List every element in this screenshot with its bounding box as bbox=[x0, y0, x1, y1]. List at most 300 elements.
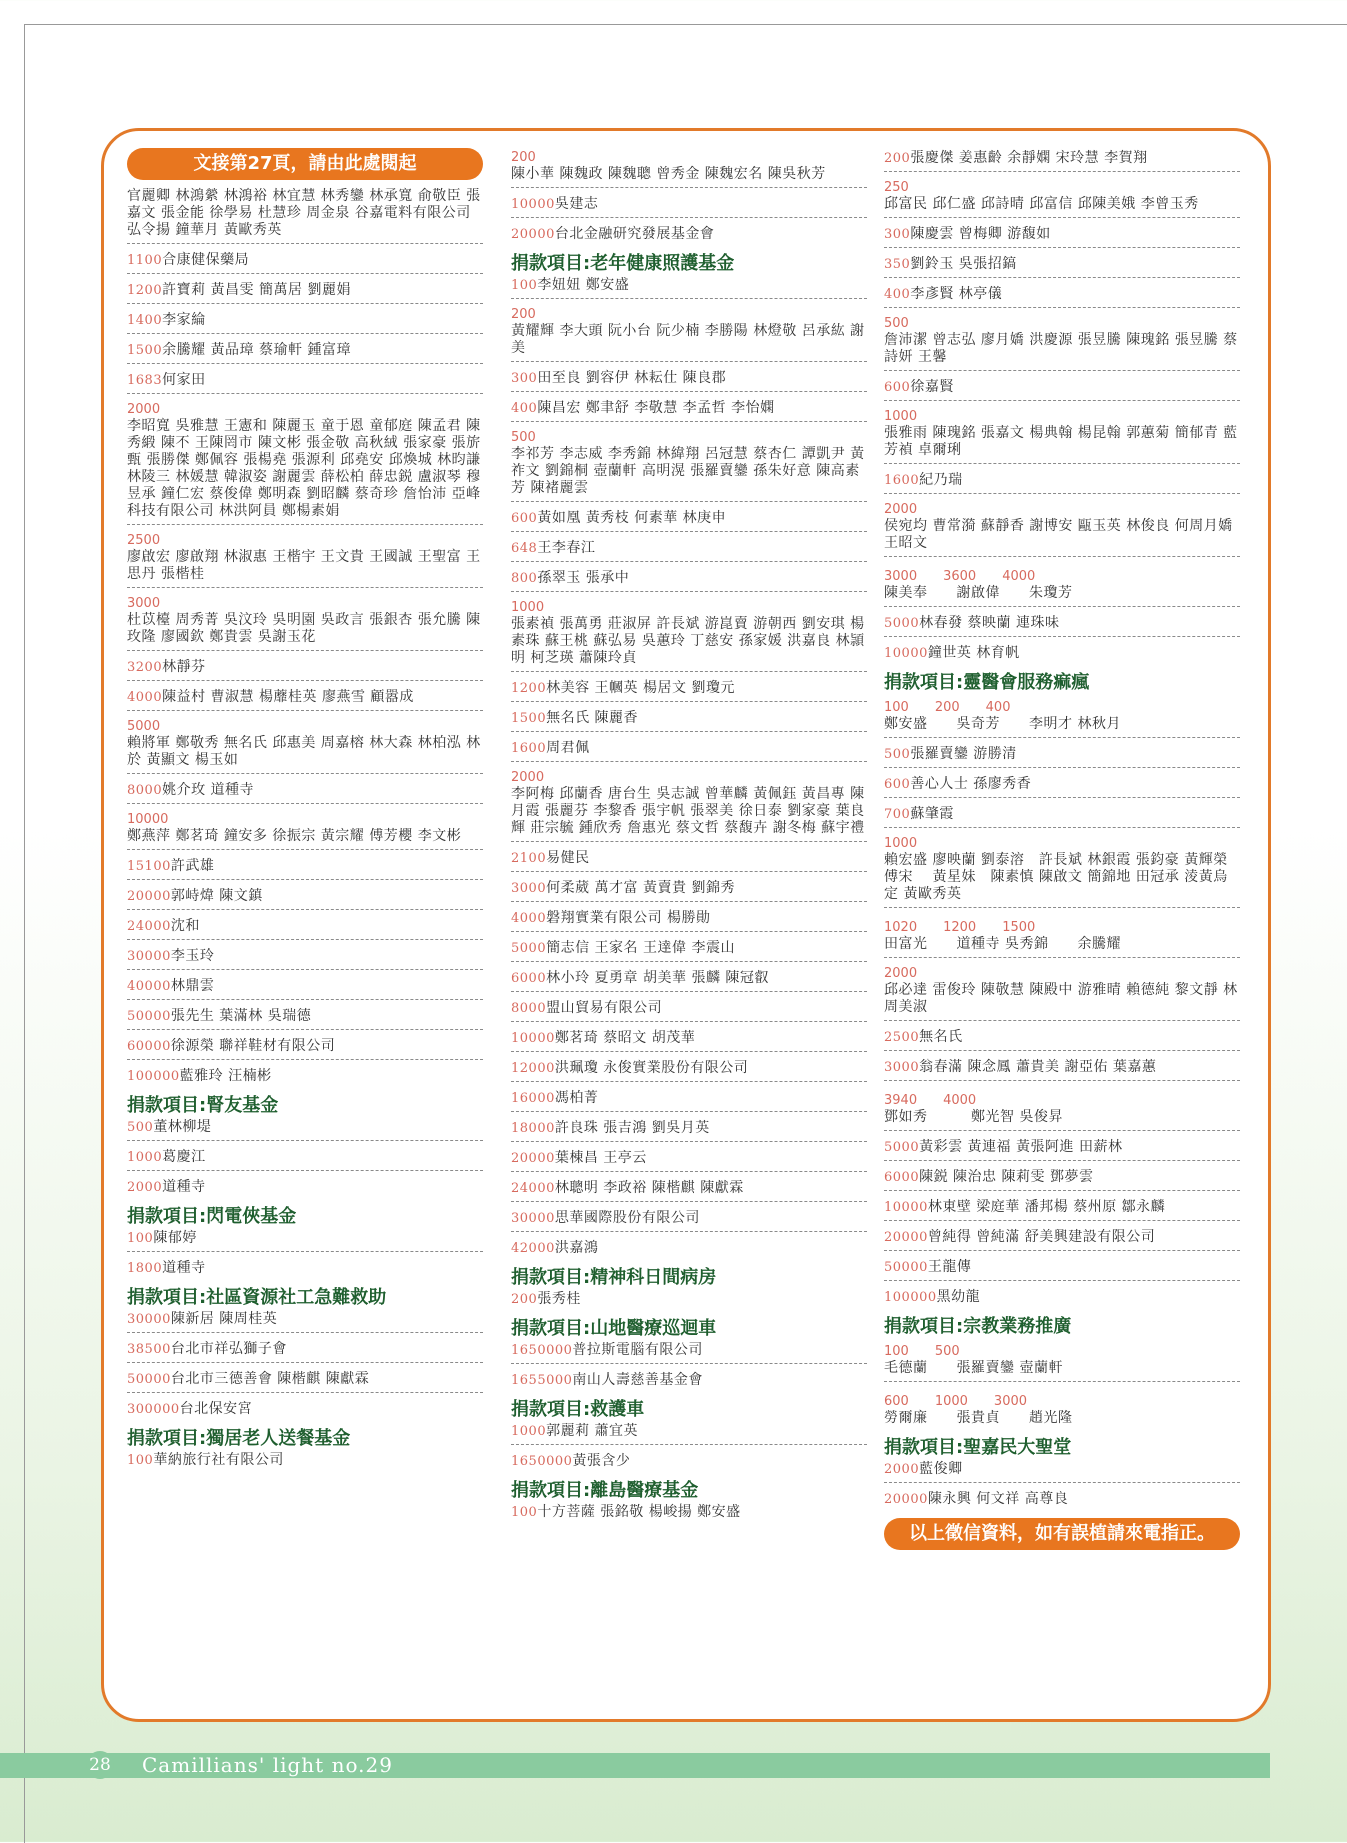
correction-banner: 以上徵信資料，如有誤植請來電指正。 bbox=[884, 1518, 1240, 1550]
donation-entry bbox=[884, 178, 1240, 218]
donor-names: 十方菩薩 張銘敬 楊峻揚 鄭安盛 bbox=[537, 1504, 741, 1520]
donor-names: 紀乃瑞 bbox=[919, 472, 963, 488]
donor-names: 陳美奉 謝啟偉 朱瓊芳 bbox=[884, 585, 1073, 601]
donation-line bbox=[127, 1260, 483, 1277]
donation-entry bbox=[127, 1177, 483, 1200]
section-heading: 捐款項目:宗教業務推廣 bbox=[884, 1316, 1072, 1337]
donation-amount: 5000 bbox=[884, 616, 920, 631]
donation-line bbox=[511, 1240, 867, 1257]
donation-entry bbox=[127, 1258, 483, 1281]
donation-amount: 1000 bbox=[884, 836, 918, 851]
donation-amount: 2000 bbox=[884, 1462, 920, 1477]
donor-names: 賴宏盛 廖映蘭 劉泰溶 許長斌 林銀霞 張鈞豪 黃輝榮 傅宋 黃星妹 陳素慎 陳啟文 簡錦地 田冠承 淩黃烏定 黃歐秀英 bbox=[884, 852, 1228, 902]
donation-amount: 400 bbox=[511, 401, 538, 416]
donor-names: 黃如凰 黃秀枝 何素華 林庚申 bbox=[537, 510, 727, 526]
donor-names: 簡志信 王家名 王達偉 李震山 bbox=[546, 940, 735, 956]
donor-names: 洪珮瓊 永俊實業股份有限公司 bbox=[554, 1060, 749, 1076]
donation-line bbox=[127, 1371, 483, 1388]
donation-amount: 2500 bbox=[884, 1030, 920, 1045]
donation-entry bbox=[884, 1137, 1240, 1161]
donor-names: 李祁芳 李志威 李秀錦 林緯翔 呂冠慧 蔡杏仁 譚凱尹 黃祚文 劉錦桐 壺蘭軒 高明滉 張羅賣鑾 孫朱好意 陳高素芳 陳褚麗雲 bbox=[511, 446, 865, 496]
donation-entry bbox=[884, 470, 1240, 494]
donor-names: 南山人壽慈善基金會 bbox=[572, 1372, 703, 1388]
donation-entry bbox=[511, 878, 867, 902]
donation-line bbox=[884, 1139, 1240, 1156]
donation-line bbox=[511, 1180, 867, 1197]
donor-names: 林鼎雲 bbox=[170, 978, 215, 994]
donation-line bbox=[127, 312, 483, 329]
donor-names: 許良珠 張吉鴻 劉吳月英 bbox=[554, 1120, 710, 1136]
donation-amount: 20000 bbox=[884, 1492, 928, 1507]
donation-entry bbox=[127, 1309, 483, 1333]
donation-amount: 60000 bbox=[127, 1039, 171, 1054]
donation-amount: 1200 bbox=[943, 920, 977, 935]
donation-entry bbox=[884, 834, 1240, 908]
donation-amount: 2100 bbox=[511, 851, 547, 866]
donor-names: 黃彩雲 黃連福 黃張阿進 田薪林 bbox=[919, 1139, 1123, 1155]
section-heading: 捐款項目:精神科日間病房 bbox=[511, 1267, 717, 1288]
donor-names: 郭麗莉 蕭宜英 bbox=[546, 1423, 639, 1439]
donation-entry bbox=[511, 738, 867, 762]
donation-line bbox=[511, 540, 867, 557]
donation-entry bbox=[511, 848, 867, 872]
donation-line bbox=[511, 710, 867, 727]
donation-amount: 20000 bbox=[127, 889, 171, 904]
donation-amount: 15100 bbox=[127, 859, 171, 874]
donation-amount: 1600 bbox=[511, 741, 547, 756]
donation-entry bbox=[511, 1058, 867, 1082]
donation-entry bbox=[884, 407, 1240, 464]
donation-line bbox=[511, 880, 867, 897]
donation-entry bbox=[127, 810, 483, 850]
donation-line bbox=[511, 910, 867, 927]
donation-entry bbox=[511, 708, 867, 732]
donation-amount: 2000 bbox=[884, 966, 918, 981]
donation-amount: 3000 bbox=[884, 1060, 920, 1075]
donation-line bbox=[511, 226, 867, 243]
section-heading: 捐款項目:腎友基金 bbox=[127, 1095, 279, 1116]
donation-amount: 300 bbox=[884, 227, 911, 242]
donor-names: 黑幼龍 bbox=[936, 1289, 981, 1305]
donation-amount: 1500 bbox=[127, 343, 163, 358]
donation-amount: 200 bbox=[511, 150, 536, 165]
donation-line bbox=[884, 1199, 1240, 1216]
donation-line bbox=[127, 978, 483, 995]
donation-line bbox=[511, 970, 867, 987]
donation-entry bbox=[127, 250, 483, 274]
donation-amount: 1000 bbox=[511, 1424, 547, 1439]
donation-line bbox=[884, 776, 1240, 793]
donation-amount: 300 bbox=[511, 371, 538, 386]
donation-entry bbox=[511, 148, 867, 188]
donation-amount: 30000 bbox=[127, 949, 171, 964]
donation-entry bbox=[884, 643, 1240, 666]
donation-amount: 800 bbox=[511, 571, 538, 586]
donation-line bbox=[884, 1229, 1240, 1246]
donation-amount: 10000 bbox=[884, 646, 928, 661]
donation-entry bbox=[884, 774, 1240, 798]
donation-line bbox=[127, 372, 483, 389]
amount-row bbox=[884, 1390, 1240, 1410]
donation-amount: 10000 bbox=[511, 197, 555, 212]
donor-names: 張雅雨 陳瑰銘 張嘉文 楊典翰 楊昆翰 郭蕙菊 簡郁青 藍芳禎 卓爾琍 bbox=[884, 425, 1238, 458]
donation-entry bbox=[511, 1421, 867, 1445]
donor-names: 余騰耀 黃品璋 蔡瑜軒 鍾富璋 bbox=[162, 342, 351, 358]
donation-amount: 30000 bbox=[127, 1312, 171, 1327]
donation-entry bbox=[884, 377, 1240, 401]
donation-amount: 1000 bbox=[127, 1150, 163, 1165]
donor-names: 賴將軍 鄭敬秀 無名氏 邱惠美 周嘉榕 林大森 林柏泓 林於 黃顯文 楊玉如 bbox=[127, 735, 481, 768]
donation-entry bbox=[127, 370, 483, 394]
donation-line bbox=[884, 226, 1240, 243]
donation-amount: 3000 bbox=[884, 569, 918, 584]
donation-line bbox=[511, 370, 867, 387]
donor-names: 吳建志 bbox=[554, 196, 599, 212]
donor-names: 王龍傳 bbox=[927, 1259, 972, 1275]
donation-entry bbox=[884, 284, 1240, 308]
donation-entry bbox=[511, 275, 867, 299]
column-2 bbox=[511, 148, 867, 1531]
donation-line bbox=[884, 645, 1240, 662]
donation-entry bbox=[511, 998, 867, 1022]
donation-line bbox=[127, 1008, 483, 1025]
donation-entry bbox=[511, 1028, 867, 1052]
donation-entry bbox=[127, 1066, 483, 1089]
donation-line bbox=[884, 286, 1240, 303]
donor-names: 詹沛潔 曾志弘 廖月嬌 洪慶源 張昱騰 陳瑰銘 張昱騰 蔡詩妍 王馨 bbox=[884, 332, 1238, 365]
donation-amount: 42000 bbox=[511, 1241, 555, 1256]
donor-names: 陳永興 何文祥 高尊良 bbox=[927, 1491, 1069, 1507]
donation-line bbox=[127, 1452, 483, 1469]
donation-amount: 3600 bbox=[943, 569, 977, 584]
donation-amount: 5000 bbox=[884, 1140, 920, 1155]
donation-amount: 50000 bbox=[127, 1009, 171, 1024]
donation-entry bbox=[127, 1450, 483, 1473]
donor-names: 李家綸 bbox=[162, 312, 206, 328]
donation-amount: 30000 bbox=[511, 1211, 555, 1226]
donation-amount: 1655000 bbox=[511, 1373, 573, 1388]
donation-amount: 100 bbox=[884, 1344, 909, 1359]
donation-amount: 5000 bbox=[511, 941, 547, 956]
donation-amount: 3000 bbox=[511, 881, 547, 896]
donation-entry bbox=[511, 1118, 867, 1142]
donor-names: 杜苡檯 周秀菁 吳汶玲 吳明園 吳政言 張銀杏 張允騰 陳玫隆 廖國欽 鄭貴雲 吳謝玉花 bbox=[127, 612, 481, 645]
donation-amount: 1000 bbox=[884, 409, 918, 424]
donation-amount: 200 bbox=[511, 307, 536, 322]
donation-amount: 1683 bbox=[127, 373, 163, 388]
donor-names: 王李春江 bbox=[537, 540, 596, 556]
donor-names: 廖啟宏 廖啟翔 林淑惠 王楷宇 王文貴 王國誠 王聖富 王思丹 張楷桂 bbox=[127, 549, 481, 582]
donation-entry bbox=[127, 310, 483, 334]
donation-amount: 1100 bbox=[127, 253, 163, 268]
donation-line bbox=[511, 1291, 867, 1308]
donation-line bbox=[511, 196, 867, 213]
donation-amount: 100 bbox=[884, 700, 909, 715]
donation-amount: 38500 bbox=[127, 1342, 171, 1357]
donation-line bbox=[127, 858, 483, 875]
donor-names: 陳益村 曹淑慧 楊蘼桂英 廖燕雪 顧嚣成 bbox=[162, 689, 414, 705]
donation-amount: 3940 bbox=[884, 1093, 918, 1108]
donation-line bbox=[884, 615, 1240, 632]
donor-names: 黃張含少 bbox=[572, 1453, 631, 1469]
donation-line bbox=[511, 1090, 867, 1107]
donation-line bbox=[511, 400, 867, 417]
donor-names: 何柔葳 萬才富 黃賣貴 劉錦秀 bbox=[546, 880, 735, 896]
donor-names: 馮柏菁 bbox=[554, 1090, 599, 1106]
donation-amount: 700 bbox=[884, 807, 911, 822]
donor-names: 陳新居 陳周桂英 bbox=[170, 1311, 278, 1327]
donation-entry bbox=[884, 1287, 1240, 1310]
column-1 bbox=[127, 148, 483, 1479]
donor-names: 李阿梅 邱蘭香 唐台生 吳志誠 曾華麟 黃佩鈺 黃昌專 陳月霞 張麗芬 李黎香 張宇帆 張翠美 徐日泰 劉家豪 葉良輝 莊宗毓 鍾欣秀 詹惠光 蔡文哲 蔡馥卉 謝冬梅 蘇宇禮 bbox=[511, 786, 865, 836]
donor-names: 盟山貿易有限公司 bbox=[546, 1000, 663, 1016]
donor-names: 鄭安盛 吳奇芳 李明才 林秋月 bbox=[884, 716, 1121, 732]
donation-entry bbox=[884, 1489, 1240, 1512]
donation-entry bbox=[884, 1197, 1240, 1221]
donation-entry bbox=[511, 508, 867, 532]
donation-line bbox=[884, 806, 1240, 823]
donation-entry bbox=[511, 428, 867, 502]
donation-amount: 500 bbox=[934, 1344, 960, 1359]
donation-entry bbox=[884, 744, 1240, 768]
donation-entry bbox=[511, 224, 867, 247]
donor-names: 道種寺 bbox=[162, 1260, 206, 1276]
section-heading: 捐款項目:老年健康照護基金 bbox=[511, 253, 735, 274]
donor-names: 磐翔實業有限公司 楊勝勛 bbox=[546, 910, 711, 926]
donation-amount: 8000 bbox=[511, 1001, 547, 1016]
donation-line bbox=[127, 1149, 483, 1166]
donation-entry bbox=[884, 1257, 1240, 1281]
donation-line bbox=[511, 1060, 867, 1077]
section-heading: 捐款項目:社區資源社工急難救助 bbox=[127, 1287, 387, 1308]
amount-row bbox=[884, 1340, 1240, 1360]
donation-amount: 4000 bbox=[127, 690, 163, 705]
donation-line bbox=[127, 282, 483, 299]
donation-amount: 20000 bbox=[511, 227, 555, 242]
donor-names: 徐源榮 聯祥鞋材有限公司 bbox=[170, 1038, 336, 1054]
donation-amount: 400 bbox=[884, 287, 911, 302]
donation-line bbox=[127, 1179, 483, 1196]
page-number: 28 bbox=[86, 1751, 114, 1779]
donation-line bbox=[127, 888, 483, 905]
donation-entry bbox=[127, 340, 483, 364]
donation-entry bbox=[884, 1388, 1240, 1431]
donation-entry bbox=[127, 400, 483, 525]
donation-entry bbox=[884, 224, 1240, 248]
donation-entry bbox=[127, 916, 483, 940]
donor-names: 陳昌宏 鄭聿舒 李敬慧 李孟哲 李怡嫻 bbox=[537, 400, 775, 416]
donor-names: 鄭茗琦 蔡昭文 胡茂華 bbox=[554, 1030, 696, 1046]
donation-line bbox=[884, 379, 1240, 396]
donor-names: 李妞妞 鄭安盛 bbox=[537, 277, 630, 293]
donor-names: 陳慶雲 曾梅卿 游馥如 bbox=[910, 226, 1051, 242]
donation-amount: 1200 bbox=[511, 681, 547, 696]
donation-line bbox=[127, 1119, 483, 1136]
donation-amount: 10000 bbox=[884, 1200, 928, 1215]
donation-amount: 600 bbox=[884, 380, 911, 395]
donation-line bbox=[511, 1120, 867, 1137]
donor-names: 藍俊卿 bbox=[919, 1461, 963, 1477]
donation-line bbox=[511, 850, 867, 867]
donation-line bbox=[511, 680, 867, 697]
donation-amount: 8000 bbox=[127, 783, 163, 798]
donation-amount: 3200 bbox=[127, 660, 163, 675]
donor-names: 葛慶江 bbox=[162, 1149, 206, 1165]
donation-amount: 12000 bbox=[511, 1061, 555, 1076]
donation-line bbox=[884, 150, 1240, 167]
donor-names: 何家田 bbox=[162, 372, 206, 388]
donor-names: 張慶傑 姜惠齡 余靜嫻 宋玲慧 李賀翔 bbox=[910, 150, 1148, 166]
donation-entry bbox=[511, 1340, 867, 1364]
donation-line bbox=[884, 1169, 1240, 1186]
donor-names: 翁春滿 陳念鳳 蕭貴美 謝亞佑 葉嘉蕙 bbox=[919, 1059, 1157, 1075]
donor-names: 張先生 葉滿林 吳瑞德 bbox=[170, 1008, 312, 1024]
donation-line bbox=[884, 472, 1240, 489]
section-heading: 捐款項目:離島醫療基金 bbox=[511, 1480, 699, 1501]
donor-names: 合康健保藥局 bbox=[162, 252, 250, 268]
donation-line bbox=[511, 1000, 867, 1017]
donation-entry bbox=[511, 1208, 867, 1232]
donation-entry bbox=[127, 1228, 483, 1252]
donation-line bbox=[884, 1289, 1240, 1306]
donation-amount: 6000 bbox=[884, 1170, 920, 1185]
donor-names: 官麗卿 林鴻縈 林鴻裕 林宜慧 林秀鑾 林承寬 俞敬臣 張嘉文 張金能 徐學易 杜慧珍 周金泉 谷嘉電料有限公司 弘令揚 鐘華月 黃歐秀英 bbox=[127, 188, 481, 238]
donation-line bbox=[127, 252, 483, 269]
donation-amount: 1650000 bbox=[511, 1343, 573, 1358]
donation-line bbox=[127, 1341, 483, 1358]
donation-entry bbox=[511, 1088, 867, 1112]
donation-amount: 100000 bbox=[884, 1290, 937, 1305]
donation-line bbox=[511, 570, 867, 587]
donor-names: 侯宛均 曹常漪 蘇靜香 謝博安 甌玉英 林俊良 何周月嬌 王昭文 bbox=[884, 518, 1233, 551]
donation-line bbox=[511, 940, 867, 957]
donor-names: 台北市祥弘獅子會 bbox=[170, 1341, 287, 1357]
donation-entry bbox=[511, 398, 867, 422]
donor-names: 劉鈴玉 吳張招鎬 bbox=[910, 256, 1017, 272]
donation-amount: 16000 bbox=[511, 1091, 555, 1106]
donor-names: 鄧如秀 鄭光智 吳俊昇 bbox=[884, 1109, 1063, 1125]
donation-line bbox=[127, 1230, 483, 1247]
section-heading: 捐款項目:閃電俠基金 bbox=[127, 1206, 297, 1227]
donor-names: 黃耀輝 李大頭 阮小台 阮少楠 李勝陽 林燈敬 呂承紘 謝美 bbox=[511, 323, 865, 356]
donor-names: 勞爾廉 張貴貞 趙光隆 bbox=[884, 1410, 1073, 1426]
amount-row bbox=[884, 565, 1240, 585]
donation-line bbox=[884, 1029, 1240, 1046]
donation-amount: 1200 bbox=[127, 283, 163, 298]
donation-entry bbox=[511, 598, 867, 672]
donation-line bbox=[511, 1372, 867, 1389]
donation-entry bbox=[884, 563, 1240, 607]
donation-amount: 5000 bbox=[127, 719, 161, 734]
donation-amount: 100000 bbox=[127, 1069, 180, 1084]
donor-names: 林春發 蔡映蘭 連珠味 bbox=[919, 615, 1060, 631]
donation-amount: 3000 bbox=[993, 1394, 1028, 1409]
donation-entry bbox=[884, 804, 1240, 828]
donation-entry bbox=[511, 1148, 867, 1172]
donation-entry bbox=[511, 194, 867, 218]
donation-entry bbox=[884, 1459, 1240, 1483]
donation-amount: 648 bbox=[511, 541, 538, 556]
donation-amount: 250 bbox=[884, 180, 909, 195]
donor-names: 鄭燕萍 鄭茗琦 鐘安多 徐振宗 黃宗耀 傅芳櫻 李文彬 bbox=[127, 828, 462, 844]
donation-amount: 3000 bbox=[127, 596, 161, 611]
donor-names: 董林柳堤 bbox=[153, 1119, 212, 1135]
donation-amount: 1400 bbox=[127, 313, 163, 328]
donor-names: 許寶莉 黃昌雯 簡萬居 劉麗娟 bbox=[162, 282, 351, 298]
donor-names: 毛德蘭 張羅賣鑾 壺蘭軒 bbox=[884, 1360, 1063, 1376]
donation-entry bbox=[511, 1178, 867, 1202]
donation-line bbox=[127, 689, 483, 706]
donor-names: 陳郁婷 bbox=[153, 1230, 197, 1246]
donation-line bbox=[511, 1504, 867, 1521]
donation-amount: 50000 bbox=[127, 1372, 171, 1387]
donation-line bbox=[511, 1423, 867, 1440]
donation-entry bbox=[511, 305, 867, 362]
magazine-title: Camillians' light no.29 bbox=[142, 1753, 393, 1777]
donation-amount: 100 bbox=[127, 1231, 154, 1246]
donor-names: 易健民 bbox=[546, 850, 590, 866]
amount-row bbox=[884, 916, 1240, 936]
donation-entry bbox=[884, 964, 1240, 1021]
donation-entry bbox=[511, 768, 867, 842]
continued-banner: 文接第27頁，請由此處閱起 bbox=[127, 148, 483, 180]
section-heading: 捐款項目:獨居老人送餐基金 bbox=[127, 1428, 351, 1449]
donation-entry bbox=[127, 186, 483, 244]
donation-entry bbox=[511, 1502, 867, 1525]
donor-names: 普拉斯電腦有限公司 bbox=[572, 1342, 703, 1358]
donation-entry bbox=[127, 1036, 483, 1060]
donation-amount: 1600 bbox=[884, 473, 920, 488]
donation-entry bbox=[511, 368, 867, 392]
donation-amount: 600 bbox=[884, 777, 911, 792]
donation-amount: 10000 bbox=[511, 1031, 555, 1046]
donor-names: 陳小華 陳魏政 陳魏聰 曾秀金 陳魏宏名 陳吳秋芳 bbox=[511, 166, 826, 182]
donation-entry bbox=[511, 968, 867, 992]
donor-names: 徐嘉賢 bbox=[910, 379, 954, 395]
donation-line bbox=[884, 1461, 1240, 1478]
donation-line bbox=[511, 1342, 867, 1359]
donation-entry bbox=[884, 694, 1240, 738]
donation-amount: 200 bbox=[934, 700, 960, 715]
donation-entry bbox=[511, 568, 867, 592]
donation-entry bbox=[127, 976, 483, 1000]
donation-entry bbox=[884, 500, 1240, 557]
donation-amount: 4000 bbox=[1002, 569, 1036, 584]
donation-amount: 500 bbox=[511, 430, 536, 445]
donation-amount: 350 bbox=[884, 257, 911, 272]
donation-amount: 100 bbox=[511, 1505, 538, 1520]
donor-names: 藍雅玲 汪楠彬 bbox=[179, 1068, 272, 1084]
donor-names: 李昭寬 吳雅慧 王憲和 陳麗玉 童于恩 童郁庭 陳孟君 陳秀緞 陳不 王陳罔市 陳文彬 張金敬 高秋絨 張家豪 張旂甄 張勝傑 鄭佩容 張楊堯 張源利 邱堯安 邱煥城 林昀謙 林陵三 林媛慧 韓淑姿 謝麗雲 薛松柏 薛忠鋭 盧淑琴 穆昱承 鐘仁宏 蔡俊偉 鄭明森 劉昭麟 蔡奇珍 詹怡沛 亞峰科技有限公司 林洪阿員 鄭楊素娟 bbox=[127, 418, 481, 519]
donation-line bbox=[884, 746, 1240, 763]
donor-names: 林小玲 夏勇章 胡美華 張麟 陳冠叡 bbox=[546, 970, 769, 986]
donation-amount: 200 bbox=[511, 1292, 538, 1307]
donation-entry bbox=[127, 531, 483, 588]
donation-entry bbox=[511, 538, 867, 562]
donation-amount: 10000 bbox=[127, 812, 169, 827]
donation-line bbox=[511, 1030, 867, 1047]
donation-entry bbox=[511, 1370, 867, 1393]
donor-names: 孫翠玉 張承中 bbox=[537, 570, 630, 586]
donation-line bbox=[127, 1038, 483, 1055]
column-3 bbox=[884, 148, 1240, 1556]
donor-names: 張素禎 張萬勇 莊淑屏 許長斌 游崑賣 游朝西 劉安琪 楊素珠 蘇王桃 蘇弘易 吳蕙玲 丁慈安 孫家媛 洪嘉良 林頴明 柯芝瑛 蕭陳玲貞 bbox=[511, 616, 865, 666]
donor-names: 張羅賣鑾 游勝清 bbox=[910, 746, 1017, 762]
donation-entry bbox=[127, 280, 483, 304]
donation-amount: 6000 bbox=[511, 971, 547, 986]
donation-amount: 1800 bbox=[127, 1261, 163, 1276]
section-heading: 捐款項目:聖嘉民大聖堂 bbox=[884, 1437, 1072, 1458]
